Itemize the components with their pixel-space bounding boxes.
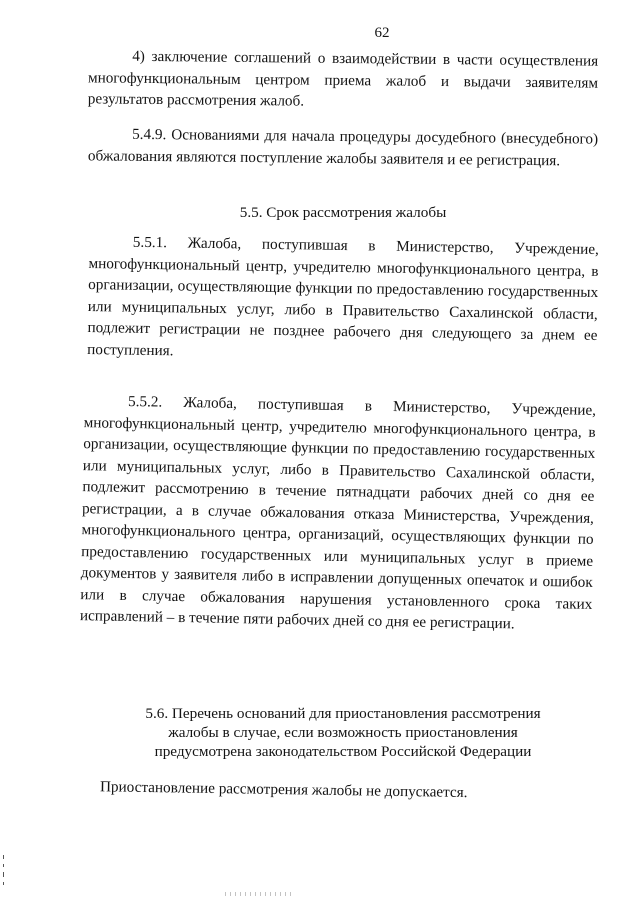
paragraph-agreements: 4) заключение соглашений о взаимодействии в части осуществления многофункциональным центром приема жалоб и выдачи заявителям результатов рассмотрения жалоб. <box>87 47 599 110</box>
heading-5-6-line-3: предусмотрена законодательством Российской Федерации <box>154 743 532 760</box>
section-heading-5-5: 5.5. Срок рассмотрения жалобы <box>239 204 447 221</box>
paragraph-suspension: Приостановление рассмотрения жалобы не допускается. <box>99 778 468 802</box>
scan-edge-marks <box>0 855 8 895</box>
heading-5-6-line-2: жалобы в случае, если возможность приостановления <box>168 724 518 741</box>
page-number: 62 <box>374 25 390 41</box>
paragraph-5-5-1: 5.5.1. Жалоба, поступившая в Министерство, Учреждение, многофункциональный центр, учредителю многофункционального центра, в организации, осуществляющие функции по предоставлению государственных или муниципальных услуг, либо в Правительство Сахалинской области, подлежит регистрации не позднее рабочего дня следующего за днем ее поступления. <box>87 233 599 359</box>
section-heading-5-6 <box>88 704 598 761</box>
paragraph-5-4-9: 5.4.9. Основаниями для начала процедуры досудебного (внесудебного) обжалования являются поступление жалобы заявителя и ее регистрация. <box>87 125 599 169</box>
heading-5-6-line-1: 5.6. Перечень оснований для приостановления рассмотрения <box>145 705 541 722</box>
paragraph-5-5-2: 5.5.2. Жалоба, поступившая в Министерство, Учреждение, многофункциональный центр, учредителю многофункционального центра, в организации, осуществляющие функции по предоставлению государственных или муниципальных услуг, либо в Правительство Сахалинской области, подлежит рассмотрению в течение пятнадцати рабочих дней со дня ее регистрации, а в случае обжалования отказа Министерства, Учреждения, многофункционального центра, организаций, осуществляющих функции по предоставлению государственных или муниципальных услуг в приеме документов у заявителя либо в исправлении допущенных опечаток и ошибок или в случае обжалования нарушения установленного срока таких исправлений – в течение пяти рабочих дней со дня ее регистрации. <box>79 392 597 633</box>
scan-noise-dots <box>225 892 295 896</box>
